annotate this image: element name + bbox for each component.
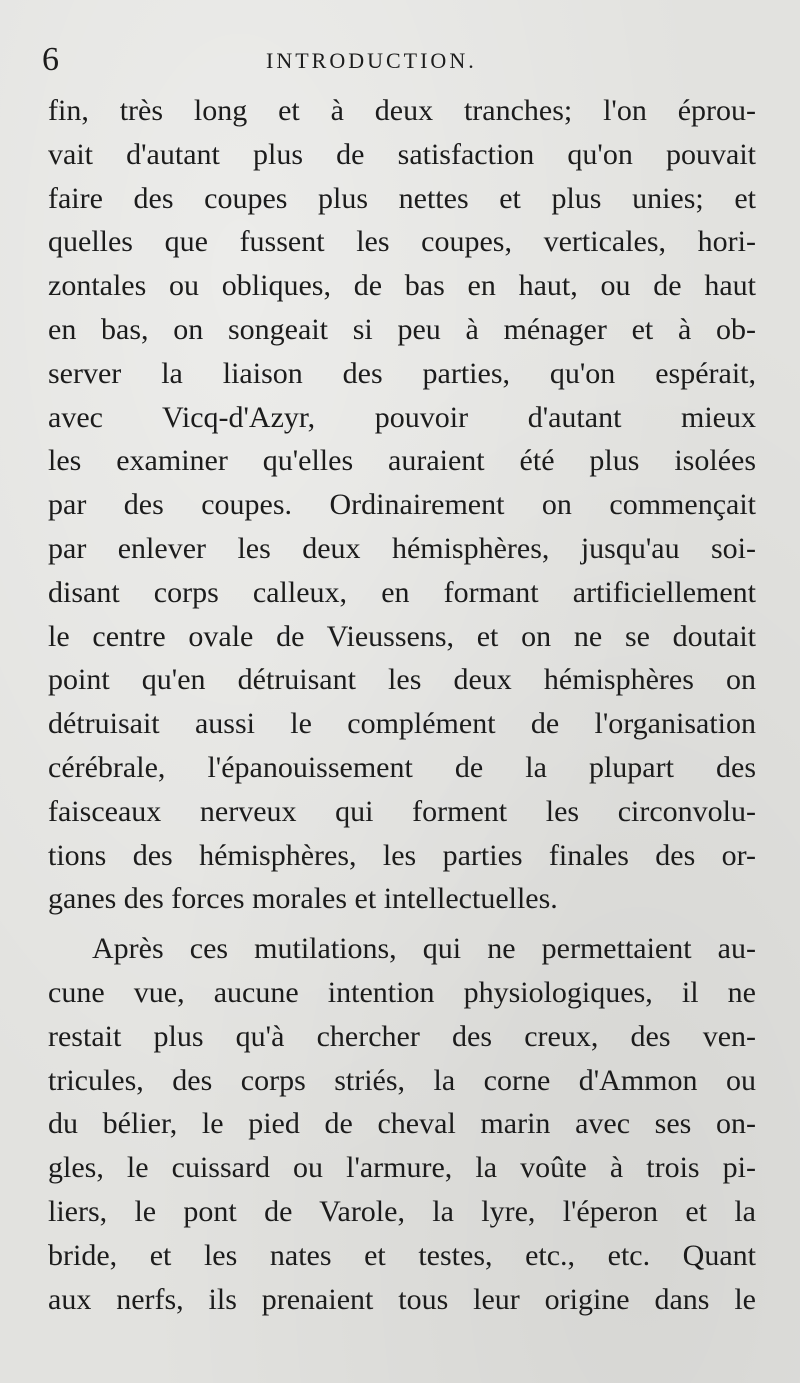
text-line: du bélier, le pied de cheval marin avec ses on- [48,1107,756,1141]
text-line: disant corps calleux, en formant artificiellement [48,575,756,609]
text-line: cérébrale, l'épanouissement de la plupart des [48,750,756,784]
paragraph-1 [48,89,756,921]
text-line: bride, et les nates et testes, etc., etc. Quant [48,1238,756,1272]
page-number: 6 [42,41,59,78]
text-line: server la liaison des parties, qu'on espérait, [48,356,756,390]
text-line: tions des hémisphères, les parties finales des or- [48,838,756,872]
text-line: zontales ou obliques, de bas en haut, ou de haut [48,269,756,303]
paragraph-2 [48,927,756,1321]
text-line: restait plus qu'à chercher des creux, des ven- [48,1019,756,1053]
text-line: en bas, on songeait si peu à ménager et à ob- [48,312,756,346]
text-line: les examiner qu'elles auraient été plus isolées [48,444,756,478]
text-line: liers, le pont de Varole, la lyre, l'éperon et la [48,1194,756,1228]
text-line: quelles que fussent les coupes, verticales, hori- [48,225,756,259]
text-line: vait d'autant plus de satisfaction qu'on pouvait [48,137,756,171]
text-line: aux nerfs, ils prenaient tous leur origine dans le [48,1282,756,1316]
text-line: faisceaux nerveux qui forment les circonvolu- [48,794,756,828]
text-line: détruisait aussi le complément de l'organisation [48,707,756,741]
text-line: le centre ovale de Vieussens, et on ne se doutait [48,619,756,653]
running-head [42,40,762,80]
text-line: avec Vicq-d'Azyr, pouvoir d'autant mieux [48,400,756,434]
text-line: gles, le cuissard ou l'armure, la voûte à trois pi- [48,1151,756,1185]
text-line: par enlever les deux hémisphères, jusqu'au soi- [48,531,756,565]
text-line: tricules, des corps striés, la corne d'Ammon ou [48,1063,756,1097]
text-body [48,89,756,1321]
text-line: fin, très long et à deux tranches; l'on éprou- [48,94,756,127]
text-line: faire des coupes plus nettes et plus unies; et [48,181,756,215]
text-line: cune vue, aucune intention physiologiques, il ne [48,975,756,1009]
text-line: ganes des forces morales et intellectuelles. [48,882,558,916]
text-line: par des coupes. Ordinairement on commençait [48,488,756,522]
text-line: Après ces mutilations, qui ne permettaient au- [92,932,756,966]
running-title: INTRODUCTION. [266,48,477,73]
text-line: point qu'en détruisant les deux hémisphères on [48,663,756,697]
